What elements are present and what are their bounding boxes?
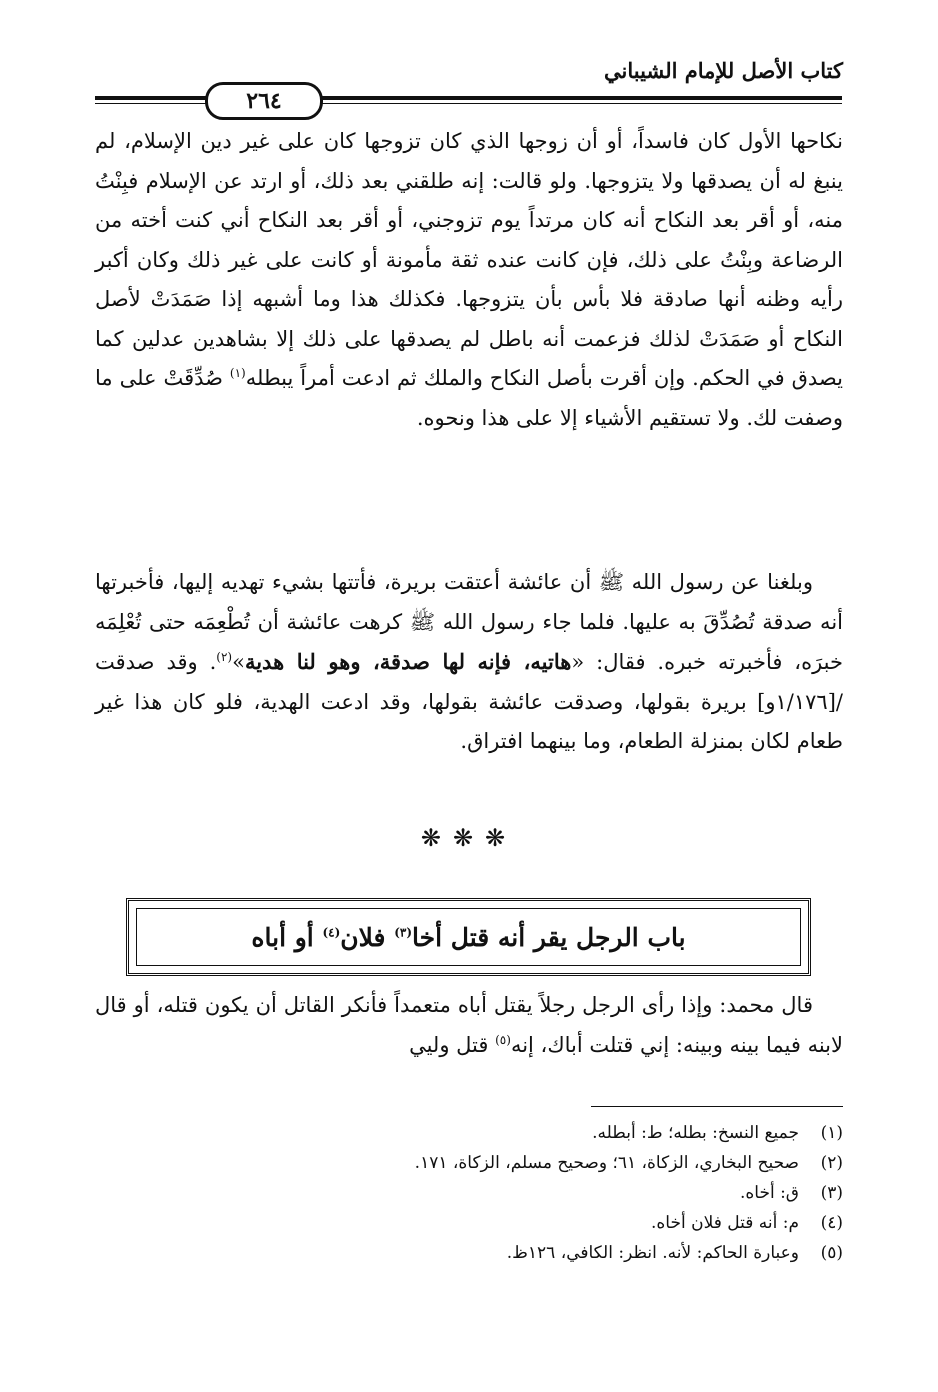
footnote-number: (٤) — [820, 1213, 843, 1233]
footnote-item — [95, 1208, 843, 1238]
paragraph-2 — [95, 563, 843, 762]
footnote-item — [95, 1148, 843, 1178]
footnote-number: (٣) — [820, 1183, 843, 1203]
footnote-ref-5: (٥) — [495, 1032, 511, 1047]
footnote-number: (١) — [820, 1123, 843, 1143]
footnote-number: (٥) — [820, 1243, 843, 1263]
footnote-ref-3: (٣) — [394, 925, 413, 940]
footnote-text: وعبارة الحاكم: لأنه. انظر: الكافي، ١٢٦ظ. — [506, 1243, 799, 1263]
hadith-quote: هاتيه، فإنه لها صدقة، وهو لنا هدية — [244, 649, 572, 674]
paragraph-3-text: قال محمد: وإذا رأى الرجل رجلاً يقتل أباه متعمداً فأنكر القاتل أن يكون قتله، أو قال لابنه فيما بينه وبينه: إني قتلت أباك، إنه — [95, 993, 843, 1057]
footnote-text: صحيح البخاري، الزكاة، ٦١؛ وصحيح مسلم، الزكاة، ١٧١. — [414, 1153, 799, 1173]
footnote-ref-4: (٤) — [322, 925, 341, 940]
paragraph-1 — [95, 122, 843, 438]
paragraph-3 — [95, 986, 843, 1065]
chapter-title-part2: فلان — [340, 922, 395, 952]
chapter-title — [251, 923, 685, 952]
footnote-text: جميع النسخ: بطله؛ ط: أبطله. — [592, 1123, 799, 1143]
footnote-rule — [591, 1106, 843, 1107]
footnote-text: م: أنه قتل فلان أخاه. — [650, 1213, 799, 1233]
footnote-item — [95, 1238, 843, 1268]
footnote-text: ق: أخاه. — [739, 1183, 799, 1203]
paragraph-1-text: نكاحها الأول كان فاسداً، أو أن زوجها الذي كان تزوجها كان على غير دين الإسلام، لم ينبغ له أن يصدقها ولا يتزوجها. ولو قالت: إنه طلقني بعد ذلك، أو ارتد عن الإسلام فبِنْتُ منه، أو أقر بعد النكاح أنه كان مرتداً يوم تزوجني، أو أقر بعد النكاح أني كنت أخته من الرضاعة وبِنْتُ على ذلك، فإن كانت عنده ثقة مأمونة أو كانت على غير ذلك وكان أكبر رأيه وظنه أنها صادقة فلا بأس بأن يتزوجها. فكذلك هذا وما أشبهه إذا صَمَدَتْ لأصل النكاح أو صَمَدَتْ لذلك فزعمت أنه باطل لم يصدقها على ذلك إلا بشاهدين عدلين كما يصدق في الحكم. وإن أقرت بأصل النكاح والملك ثم ادعت أمراً يبطله — [95, 129, 843, 390]
paragraph-1-end: صُدِّقَتْ على ما وصفت لك. ولا تستقيم الأشياء إلا على هذا ونحوه. — [95, 366, 843, 430]
paragraph-2-end: . وقد صدقت /[١/١٧٦و] بريرة بقولها، وصدقت عائشة بقولها، وقد ادعت الهدية، فلو كان هذا غير طعام لكان بمنزلة الطعام، وما بينهما افتراق. — [95, 650, 843, 753]
chapter-title-box — [126, 898, 811, 976]
footnote-item — [95, 1118, 843, 1148]
section-divider: ❋❋❋ — [420, 824, 518, 852]
paragraph-2-text: وبلغنا عن رسول الله ﷺ أن عائشة أعتقت بريرة، فأتتها بشيء تهديه إليها، فأخبرتها أنه صدقة تُصُدِّقَ به عليها. فلما جاء رسول الله ﷺ كرهت عائشة أن تُطْعِمَه حتى تُعْلِمَه خبرَه، فأخبرته خبره. فقال: « — [95, 570, 843, 674]
page-number: ٢٦٤ — [205, 82, 323, 120]
footnote-ref-2: (٢) — [216, 650, 233, 664]
footnote-item — [95, 1178, 843, 1208]
chapter-title-frame — [136, 908, 801, 966]
running-title: كتاب الأصل للإمام الشيباني — [604, 58, 843, 83]
footnote-number: (٢) — [820, 1153, 843, 1173]
footnote-ref-1: (١) — [229, 366, 246, 380]
footnotes — [95, 1118, 843, 1268]
chapter-title-part3: أو أباه — [251, 922, 323, 952]
paragraph-3-end: قتل وليي — [409, 1032, 496, 1057]
chapter-title-part1: باب الرجل يقر أنه قتل أخا — [412, 922, 686, 952]
quote-close: » — [232, 650, 245, 674]
